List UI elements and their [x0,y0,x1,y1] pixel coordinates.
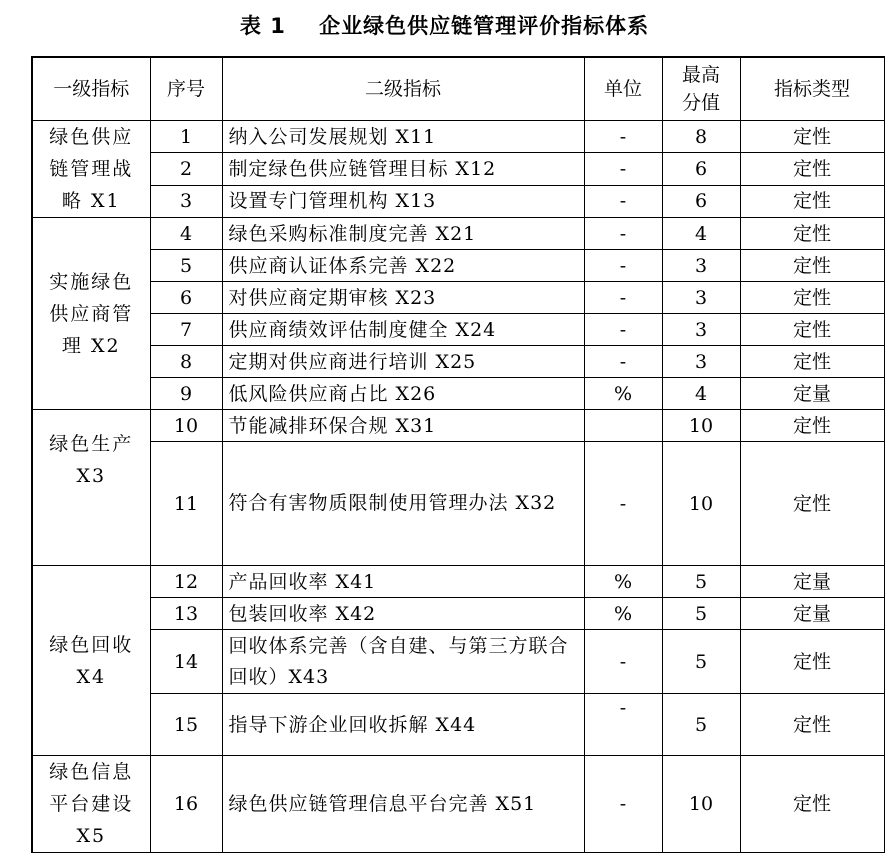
table-row [32,378,884,410]
unit-cell [584,410,662,442]
table-row [32,630,884,694]
unit-cell: - [584,694,662,756]
type-cell: 定性 [740,282,884,314]
table-row [32,185,884,217]
level2-cell: 指导下游企业回收拆解 X44 [222,694,584,756]
header-seq: 序号 [150,57,222,121]
seq-cell: 4 [150,218,222,250]
type-cell: 定性 [740,185,884,217]
max-score-cell: 6 [662,185,740,217]
level2-cell: 定期对供应商进行培训 X25 [222,346,584,378]
level1-label: 绿色生产 X3 [49,433,134,487]
level1-cell [32,218,150,410]
type-cell: 定性 [740,153,884,185]
header-level1: 一级指标 [32,57,150,121]
level1-cell [32,410,150,566]
max-score-cell: 5 [662,630,740,694]
level2-label: 符合有害物质限制使用管理办法 X32 [228,492,557,514]
table-row [32,694,884,756]
seq-cell: 5 [150,250,222,282]
level1-label: 实施绿色供应商管理 X2 [49,270,134,357]
level2-cell [222,442,584,566]
header-row [32,57,884,121]
level1-label: 绿色供应链管理战略 X1 [49,126,134,212]
table-row [32,346,884,378]
level1-label: 绿色信息平台建设 X5 [49,761,134,847]
table-row [32,442,884,566]
unit-cell: - [584,153,662,185]
seq-cell: 10 [150,410,222,442]
level1-label: 绿色回收 X4 [49,633,134,688]
unit-cell: - [584,250,662,282]
type-cell: 定性 [740,630,884,694]
max-score-cell: 10 [662,756,740,853]
level2-cell: 纳入公司发展规划 X11 [222,121,584,153]
level2-cell: 供应商绩效评估制度健全 X24 [222,314,584,346]
max-score-cell: 4 [662,378,740,410]
max-score-cell: 5 [662,598,740,630]
level2-cell: 低风险供应商占比 X26 [222,378,584,410]
unit-cell: - [584,630,662,694]
max-score-cell: 3 [662,314,740,346]
unit-cell: % [584,378,662,410]
seq-cell: 2 [150,153,222,185]
level1-cell [32,566,150,756]
header-max-score-label: 最高分值 [681,63,720,114]
type-cell: 定性 [740,250,884,282]
table-row [32,314,884,346]
type-cell: 定性 [740,410,884,442]
seq-cell: 14 [150,630,222,694]
unit-cell: - [584,185,662,217]
seq-cell: 16 [150,756,222,853]
seq-cell: 1 [150,121,222,153]
seq-cell: 3 [150,185,222,217]
seq-cell: 7 [150,314,222,346]
type-cell: 定性 [740,218,884,250]
header-unit: 单位 [584,57,662,121]
max-score-cell: 10 [662,410,740,442]
level2-cell: 制定绿色供应链管理目标 X12 [222,153,584,185]
type-cell: 定量 [740,378,884,410]
type-cell: 定性 [740,346,884,378]
level2-cell: 供应商认证体系完善 X22 [222,250,584,282]
seq-cell: 13 [150,598,222,630]
unit-cell: - [584,121,662,153]
type-cell: 定性 [740,694,884,756]
table-row [32,282,884,314]
type-cell: 定性 [740,121,884,153]
unit-cell: - [584,346,662,378]
level2-cell: 产品回收率 X41 [222,566,584,598]
evaluation-index-table [31,56,885,853]
header-max-score [662,57,740,121]
unit-cell: - [584,442,662,566]
max-score-cell: 6 [662,153,740,185]
header-level2: 二级指标 [222,57,584,121]
level2-cell: 包装回收率 X42 [222,598,584,630]
seq-cell: 15 [150,694,222,756]
table-row [32,218,884,250]
header-type: 指标类型 [740,57,884,121]
table-row [32,121,884,153]
level2-cell: 设置专门管理机构 X13 [222,185,584,217]
level2-cell: 对供应商定期审核 X23 [222,282,584,314]
table-row [32,756,884,853]
table-row [32,598,884,630]
seq-cell: 6 [150,282,222,314]
level2-label: 绿色供应链管理信息平台完善 X51 [228,792,537,815]
unit-cell: % [584,566,662,598]
level1-cell [32,121,150,218]
level2-cell [222,630,584,694]
table-title: 表 1 企业绿色供应链管理评价指标体系 [239,14,650,38]
level1-cell [32,756,150,853]
max-score-cell: 3 [662,282,740,314]
type-cell: 定量 [740,566,884,598]
table-row [32,410,884,442]
level2-cell: 绿色采购标准制度完善 X21 [222,218,584,250]
max-score-cell: 8 [662,121,740,153]
unit-cell: - [584,756,662,853]
table-row [32,566,884,598]
level2-cell [222,756,584,853]
table-row [32,250,884,282]
max-score-cell: 5 [662,694,740,756]
unit-cell: - [584,282,662,314]
max-score-cell: 10 [662,442,740,566]
table-row [32,153,884,185]
type-cell: 定性 [740,314,884,346]
type-cell: 定量 [740,598,884,630]
max-score-cell: 4 [662,218,740,250]
unit-cell: - [584,218,662,250]
max-score-cell: 5 [662,566,740,598]
seq-cell: 11 [150,442,222,566]
max-score-cell: 3 [662,346,740,378]
level2-cell: 节能减排环保合规 X31 [222,410,584,442]
type-cell: 定性 [740,442,884,566]
level2-label: 回收体系完善（含自建、与第三方联合回收）X43 [228,634,569,688]
type-cell: 定性 [740,756,884,853]
max-score-cell: 3 [662,250,740,282]
seq-cell: 12 [150,566,222,598]
unit-cell: % [584,598,662,630]
seq-cell: 9 [150,378,222,410]
seq-cell: 8 [150,346,222,378]
unit-cell: - [584,314,662,346]
